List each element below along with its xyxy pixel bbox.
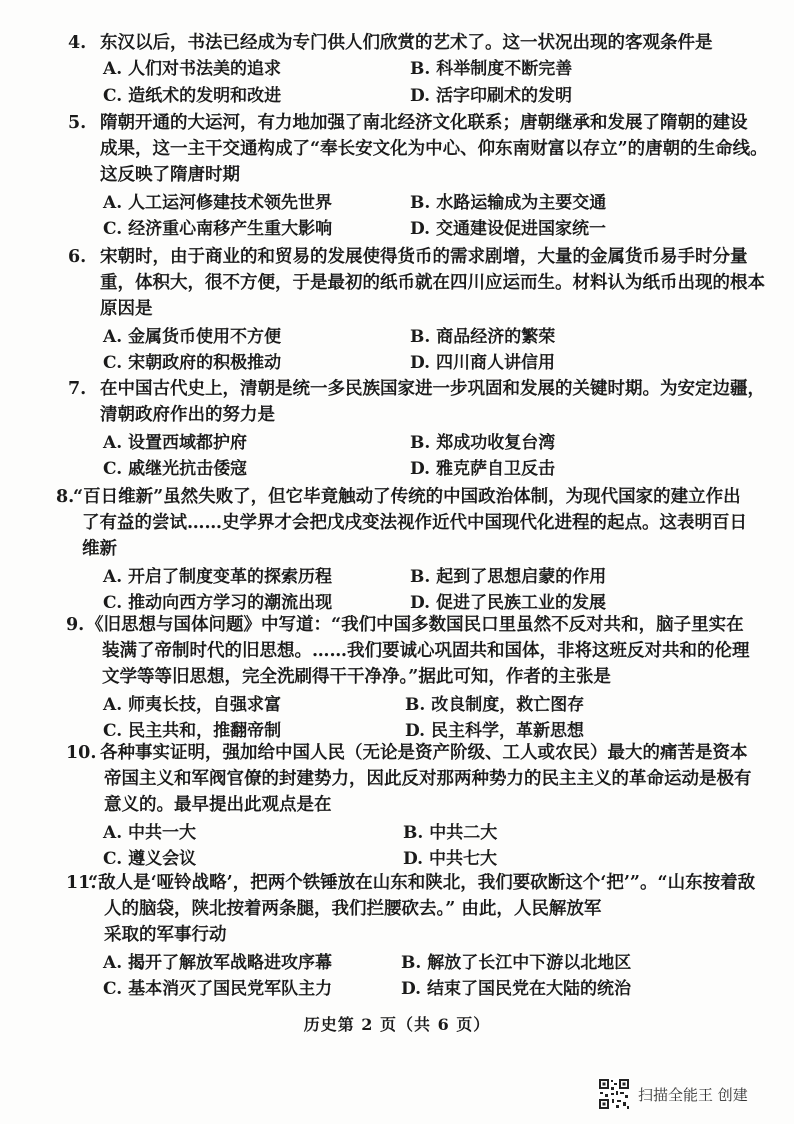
option-b: B. 郑成功收复台湾 xyxy=(410,433,556,453)
option-b: B. 改良制度，救亡图存 xyxy=(405,695,585,715)
option-d: D. 民主科学，革新思想 xyxy=(405,721,584,741)
option-a: A. 开启了制度变革的探索历程 xyxy=(103,567,333,587)
question-text: 维新 xyxy=(82,539,117,559)
option-c: C. 经济重心南移产生重大影响 xyxy=(103,219,333,239)
page-footer: 历史第 2 页（共 6 页） xyxy=(303,1015,491,1034)
question-text: 文学等等旧思想，完全洗刷得干干净净。”据此可知，作者的主张是 xyxy=(102,667,611,687)
question-number: 8. xyxy=(56,487,75,507)
option-a: A. 中共一大 xyxy=(103,823,197,843)
question-text: 采取的军事行动 xyxy=(104,925,227,945)
option-a: A. 设置西域都护府 xyxy=(103,433,248,453)
question-text: 这反映了隋唐时期 xyxy=(100,165,240,185)
question-text: 隋朝开通的大运河，有力地加强了南北经济文化联系；唐朝继承和发展了隋朝的建设 xyxy=(100,113,748,133)
question-text: 原因是 xyxy=(100,299,153,319)
question-text: 清朝政府作出的努力是 xyxy=(100,405,275,425)
option-c: C. 遵义会议 xyxy=(103,849,197,869)
qr-code-icon xyxy=(598,1078,630,1110)
option-c: C. 造纸术的发明和改进 xyxy=(103,86,282,106)
question-text: “百日维新”虽然失败了，但它毕竟触动了传统的中国政治体制，为现代国家的建立作出 xyxy=(73,487,741,507)
question-number: 5. xyxy=(68,113,87,133)
option-b: B. 科举制度不断完善 xyxy=(410,59,573,79)
option-b: B. 起到了思想启蒙的作用 xyxy=(410,567,607,587)
option-a: A. 人工运河修建技术领先世界 xyxy=(103,193,333,213)
option-c: C. 戚继光抗击倭寇 xyxy=(103,459,248,479)
scanner-label: 扫描全能王 创建 xyxy=(638,1085,748,1104)
option-b: B. 中共二大 xyxy=(403,823,498,843)
option-d: D. 活字印刷术的发明 xyxy=(410,86,572,106)
question-number: 6. xyxy=(68,247,87,267)
question-number: 11. xyxy=(66,873,97,893)
question-number: 10. xyxy=(66,743,97,763)
question-number: 9. xyxy=(66,615,85,635)
option-d: D. 雅克萨自卫反击 xyxy=(410,459,555,479)
question-text: 重，体积大，很不方便，于是最初的纸币就在四川应运而生。材料认为纸币出现的根本 xyxy=(100,273,765,293)
option-a: A. 揭开了解放军战略进攻序幕 xyxy=(103,953,333,973)
question-text: 了有益的尝试……史学界才会把戊戌变法视作近代中国现代化进程的起点。这表明百日 xyxy=(82,513,747,533)
option-a: A. 师夷长技，自强求富 xyxy=(103,695,282,715)
question-text: 帝国主义和军阀官僚的封建势力，因此反对那两种势力的民主主义的革命运动是极有 xyxy=(104,769,752,789)
option-b: B. 水路运输成为主要交通 xyxy=(410,193,607,213)
question-text: 宋朝时，由于商业的和贸易的发展使得货币的需求剧增，大量的金属货币易手时分量 xyxy=(100,247,748,267)
option-d: D. 四川商人讲信用 xyxy=(410,353,555,373)
option-b: B. 商品经济的繁荣 xyxy=(410,327,556,347)
scanner-watermark xyxy=(598,1078,748,1110)
question-text: 各种事实证明，强加给中国人民（无论是资产阶级、工人或农民）最大的痛苦是资本 xyxy=(100,743,748,763)
question-text: 装满了帝制时代的旧思想。……我们要诚心巩固共和国体，非将这班反对共和的伦理 xyxy=(102,641,750,661)
option-c: C. 基本消灭了国民党军队主力 xyxy=(103,979,333,999)
option-a: A. 金属货币使用不方便 xyxy=(103,327,282,347)
question-text: “敌人是‘哑铃战略’，把两个铁锤放在山东和陕北，我们要砍断这个‘把’”。“山东按着敌 xyxy=(88,873,756,893)
question-text: 意义的。最早提出此观点是在 xyxy=(104,795,332,815)
question-number: 7. xyxy=(68,379,87,399)
option-b: B. 解放了长江中下游以北地区 xyxy=(401,953,632,973)
question-text: 在中国古代史上，清朝是统一多民族国家进一步巩固和发展的关键时期。为安定边疆， xyxy=(100,379,765,399)
question-number: 4. xyxy=(68,33,87,53)
option-c: C. 推动向西方学习的潮流出现 xyxy=(103,593,333,613)
option-a: A. 人们对书法美的追求 xyxy=(103,59,282,79)
option-d: D. 促进了民族工业的发展 xyxy=(410,593,606,613)
option-d: D. 中共七大 xyxy=(403,849,497,869)
option-d: D. 结束了国民党在大陆的统治 xyxy=(401,979,631,999)
question-text: 成果，这一主干交通构成了“奉长安文化为中心、仰东南财富以存立”的唐朝的生命线。 xyxy=(100,139,768,159)
question-text: 《旧思想与国体问题》中写道：“我们中国多数国民口里虽然不反对共和，脑子里实在 xyxy=(86,615,744,635)
question-text: 人的脑袋，陕北按着两条腿，我们拦腰砍去。” 由此，人民解放军 xyxy=(104,899,602,919)
option-c: C. 民主共和，推翻帝制 xyxy=(103,721,282,741)
question-text: 东汉以后，书法已经成为专门供人们欣赏的艺术了。这一状况出现的客观条件是 xyxy=(100,33,713,53)
option-d: D. 交通建设促进国家统一 xyxy=(410,219,606,239)
option-c: C. 宋朝政府的积极推动 xyxy=(103,353,282,373)
